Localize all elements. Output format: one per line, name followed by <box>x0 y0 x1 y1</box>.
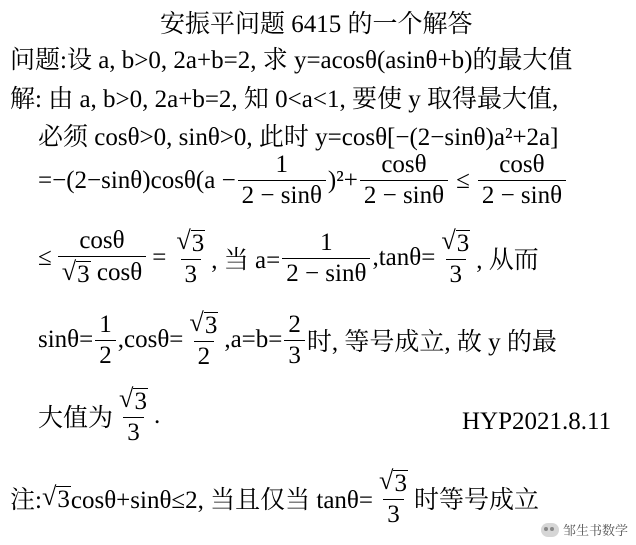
period: . <box>153 402 161 430</box>
sin-label: sinθ= <box>38 326 94 354</box>
fraction-denominator: 3 <box>123 417 144 446</box>
fraction-numerator: cosθ <box>381 151 427 178</box>
note-label: 注: <box>10 487 42 515</box>
equals-symbol: = <box>152 244 167 272</box>
expr-part-a: =−(2−sinθ)cosθ(a − <box>38 166 236 194</box>
fraction-denominator: 3 <box>446 259 467 288</box>
note-end: 时等号成立 <box>413 487 539 515</box>
fraction-cos-over-2-minus-sin-2 <box>478 152 566 210</box>
when-text: , 当 a= <box>211 247 281 275</box>
fraction-denominator: 3 <box>181 259 202 288</box>
fraction-numerator: cosθ <box>499 151 545 178</box>
fraction-numerator: √ 3 <box>441 226 470 257</box>
solution-line-2: 必须 cosθ>0, sinθ>0, 此时 y=cosθ[−(2−sinθ)a²+2a] <box>38 124 559 151</box>
problem-text: a, b>0, 2a+b=2, 求 y=acosθ(asinθ+b)的最大值 <box>98 47 573 74</box>
signature: HYP2021.8.11 <box>462 408 612 435</box>
watermark <box>541 520 628 539</box>
fraction-two-thirds <box>284 312 305 370</box>
fraction-denominator: 2 − sinθ <box>360 180 448 209</box>
fraction-sqrt3-over-3-tan <box>437 228 474 289</box>
fraction-cos-over-sqrt3-cos <box>58 228 146 289</box>
fraction-denominator: 2 − sinθ <box>238 180 326 209</box>
fraction-numerator: √ 3 <box>379 466 407 497</box>
fraction-denominator: 3 <box>284 340 305 369</box>
watermark-text: 邹生书数学 <box>562 524 628 539</box>
fraction-numerator: 1 <box>99 310 112 338</box>
fraction-denominator: 2 <box>95 340 116 369</box>
problem-statement <box>10 40 572 76</box>
solution-line-4 <box>38 228 539 289</box>
fraction-denominator: √ 3 cosθ <box>58 256 146 288</box>
fraction-1-over-2-minus-sin <box>238 152 326 210</box>
wechat-icon <box>541 523 559 537</box>
tan-label: ,tanθ= <box>372 244 436 272</box>
note-line <box>10 468 539 529</box>
solution-line-3 <box>38 152 568 210</box>
ab-label: ,a=b= <box>224 326 283 354</box>
fraction-numerator: 2 <box>288 310 301 338</box>
equality-text: 时, 等号成立, 故 y 的最 <box>306 329 557 357</box>
fraction-cos-over-2-minus-sin <box>360 152 448 210</box>
fraction-1-over-2-minus-sin-2 <box>282 230 370 288</box>
note-text: cosθ+sinθ≤2, 当且仅当 tanθ= <box>70 487 374 515</box>
fraction-numerator: 1 <box>275 151 289 178</box>
max-value-label: 大值为 <box>38 405 114 433</box>
leq-symbol: ≤ <box>456 166 470 194</box>
fraction-sqrt3-over-3-note <box>375 468 412 529</box>
fraction-denominator: 2 <box>194 341 215 370</box>
thus-text: , 从而 <box>476 247 539 275</box>
fraction-one-half <box>95 312 116 370</box>
fraction-numerator: √ 3 <box>189 308 218 339</box>
solution-line-5 <box>38 310 557 371</box>
fraction-numerator: 1 <box>320 228 333 256</box>
page-title: 安振平问题 6415 的一个解答 <box>160 11 473 38</box>
fraction-denominator: 2 − sinθ <box>282 258 370 287</box>
fraction-denominator: 3 <box>383 499 404 528</box>
sqrt3-radical: √ 3 <box>61 257 90 289</box>
fraction-sqrt3-over-3 <box>172 228 209 289</box>
fraction-denominator: 2 − sinθ <box>478 180 566 209</box>
solution-line-6 <box>38 386 160 447</box>
cos-label: ,cosθ= <box>117 326 184 354</box>
fraction-numerator: √ 3 <box>119 384 147 415</box>
leq-symbol-2: ≤ <box>38 244 52 272</box>
expr-part-b: )²+ <box>327 166 358 194</box>
fraction-sqrt3-over-3-max <box>115 386 152 447</box>
problem-label: 问题:设 <box>10 47 99 74</box>
fraction-numerator: cosθ <box>79 227 125 254</box>
solution-line-1: 解: 由 a, b>0, 2a+b=2, 知 0<a<1, 要使 y 取得最大值, <box>10 86 559 113</box>
fraction-sqrt3-over-2 <box>185 310 222 371</box>
sqrt3-radical-note: √ 3 <box>41 481 70 513</box>
fraction-numerator: √ 3 <box>176 226 205 257</box>
